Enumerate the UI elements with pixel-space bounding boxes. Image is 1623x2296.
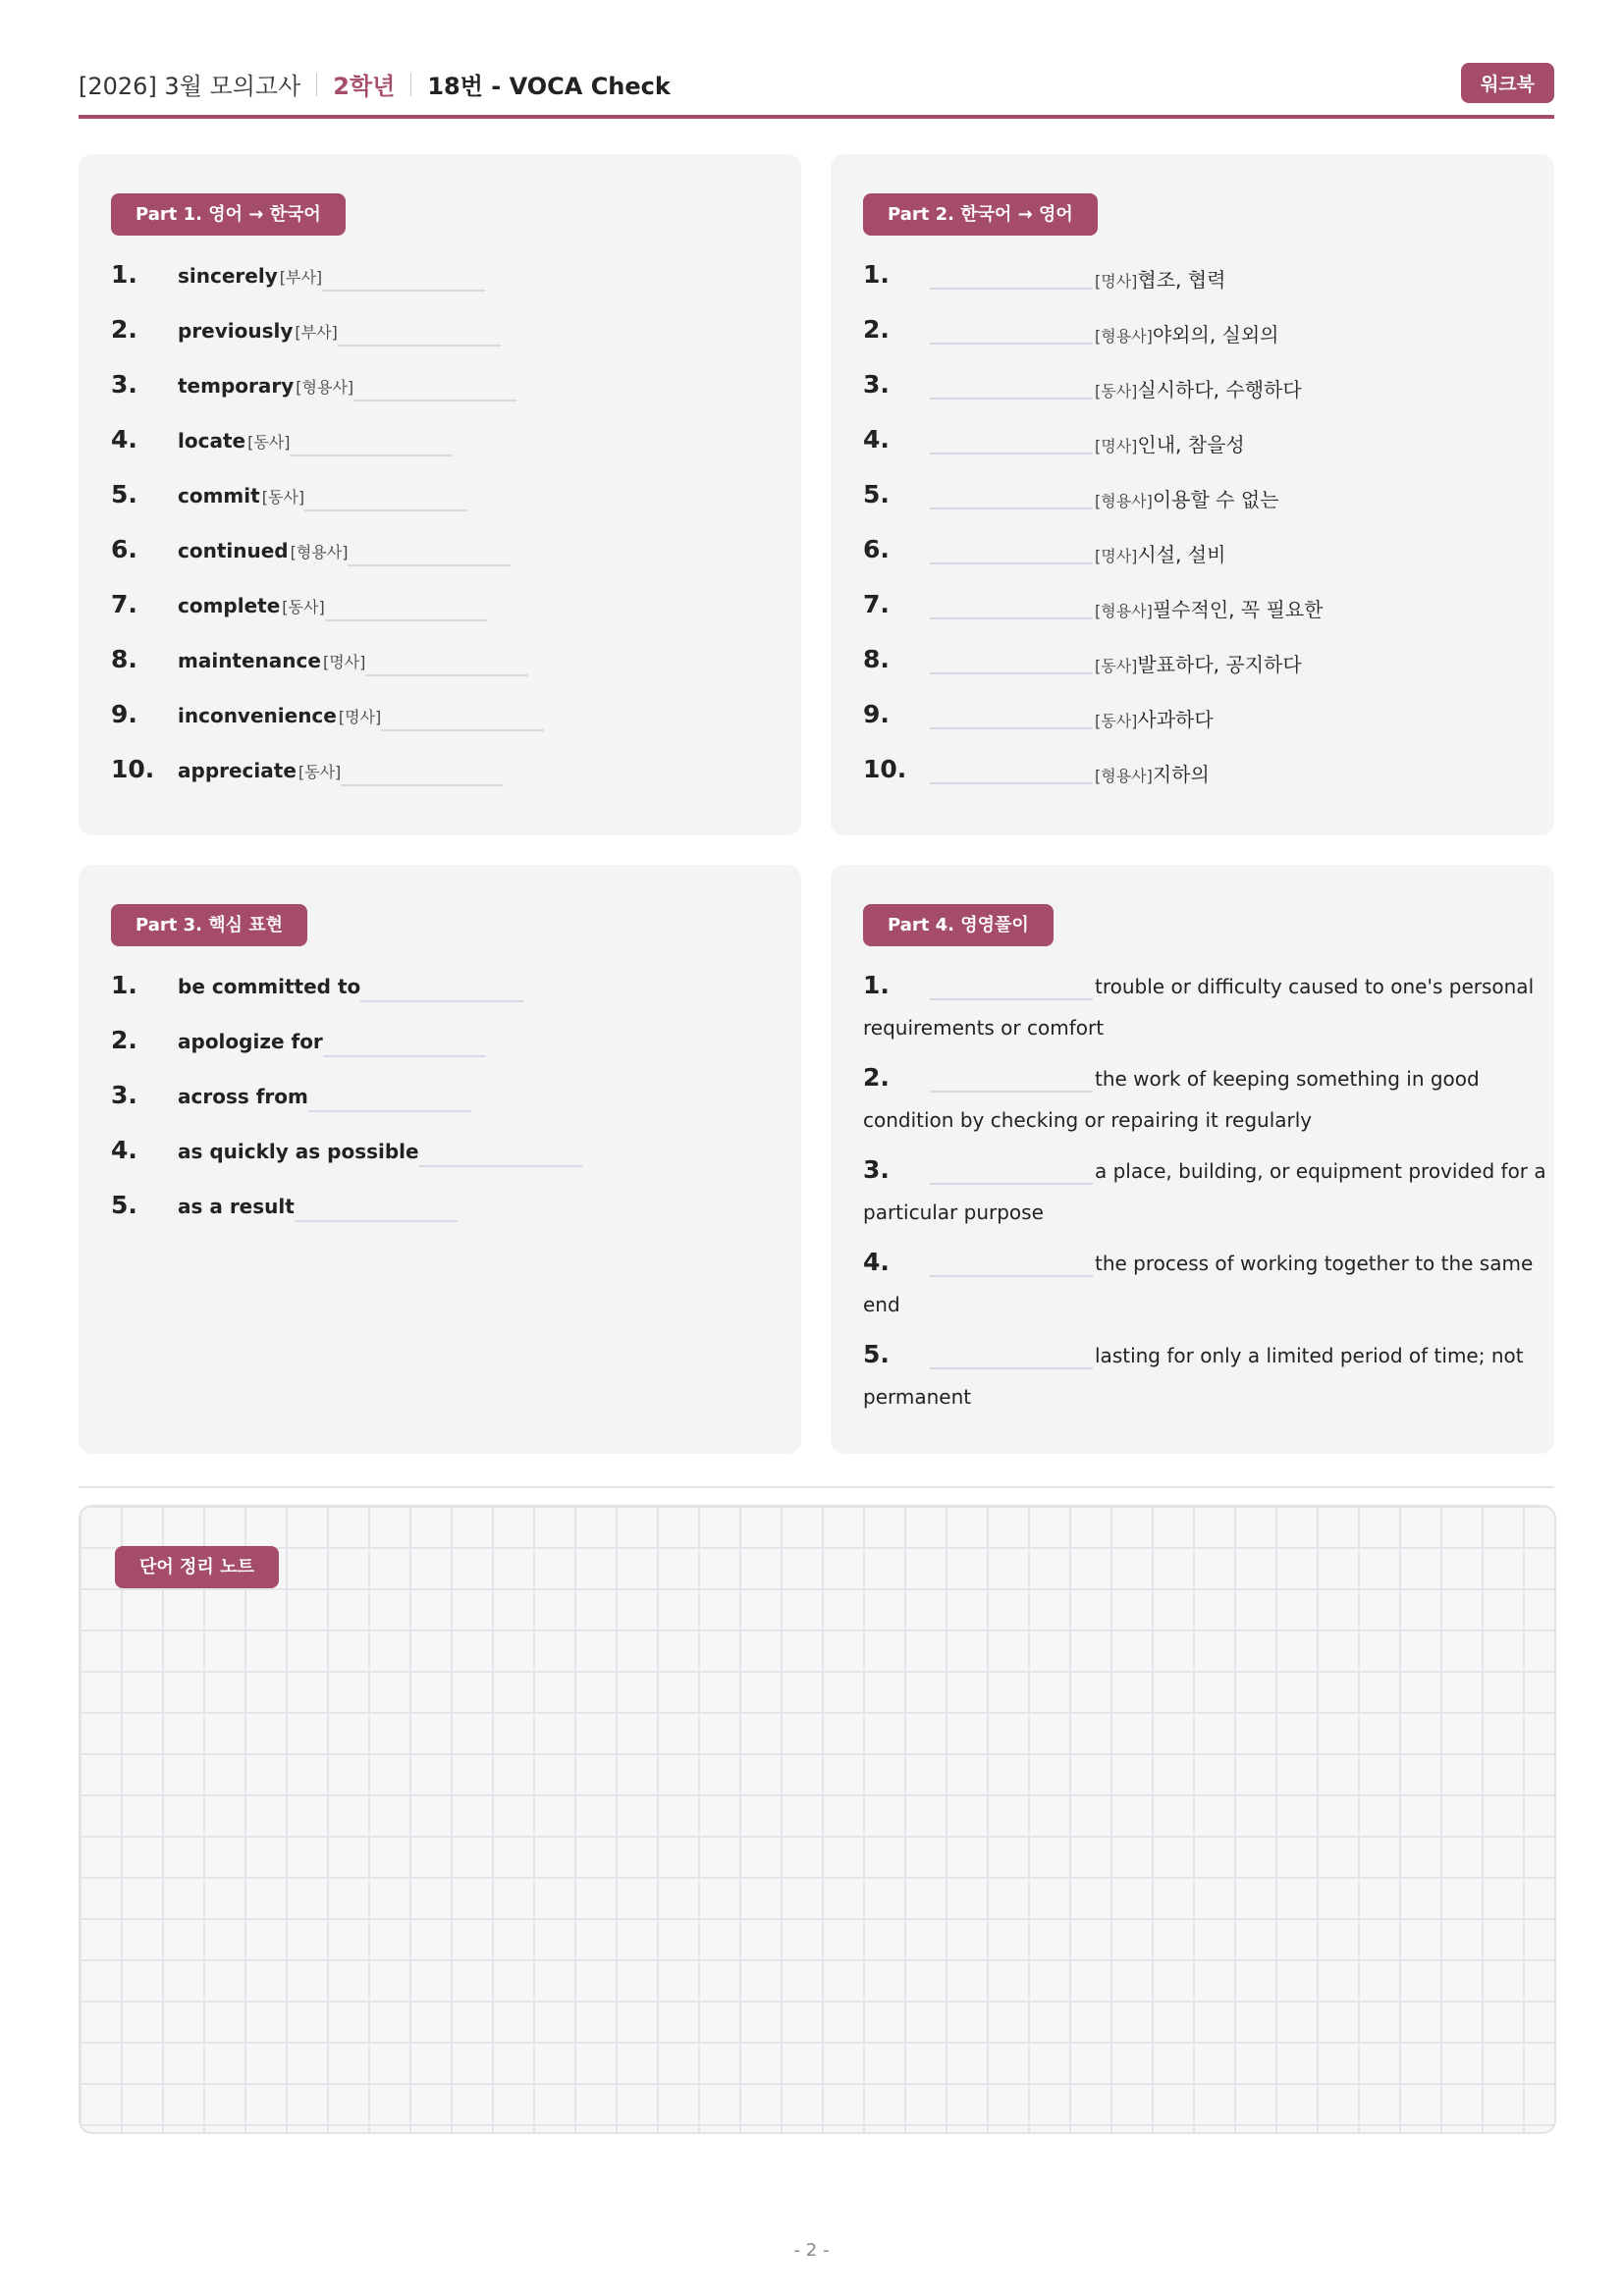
part-of-speech: [동사] xyxy=(247,433,291,452)
expression-entry xyxy=(178,1030,486,1057)
answer-blank[interactable] xyxy=(341,759,504,786)
list-item xyxy=(111,645,779,700)
item-number: 1. xyxy=(111,260,137,289)
list-item xyxy=(111,1081,779,1136)
answer-blank[interactable] xyxy=(304,484,467,511)
vocab-entry xyxy=(178,374,516,401)
list-item xyxy=(863,260,1531,315)
part-of-speech: [명사] xyxy=(322,653,366,671)
part-of-speech: [형용사] xyxy=(290,543,349,561)
korean-definition xyxy=(1095,484,1279,512)
part-of-speech: [형용사] xyxy=(1095,767,1153,785)
korean-definition xyxy=(1095,704,1214,732)
item-number: 8. xyxy=(111,645,137,673)
answer-blank[interactable] xyxy=(360,975,523,1002)
header-separator xyxy=(316,73,317,96)
list-item xyxy=(863,590,1531,645)
part-of-speech: [동사] xyxy=(1095,382,1138,400)
item-number: 4. xyxy=(111,1136,137,1164)
expression-entry xyxy=(178,1085,471,1112)
part4-list xyxy=(863,971,1546,1432)
vocab-entry xyxy=(178,319,501,347)
list-item xyxy=(111,260,779,315)
part3-list xyxy=(111,971,779,1246)
korean-definition xyxy=(1095,374,1302,402)
header-separator xyxy=(410,73,411,96)
item-number: 9. xyxy=(863,700,890,728)
korean-meaning: 협조, 협력 xyxy=(1137,268,1226,292)
definition-line: condition by checking or repairing it regularly xyxy=(863,1108,1313,1132)
answer-blank[interactable] xyxy=(930,757,1093,784)
list-item xyxy=(111,370,779,425)
item-number: 9. xyxy=(111,700,137,728)
part1-panel xyxy=(79,154,801,835)
answer-blank[interactable] xyxy=(930,317,1093,345)
item-number: 5. xyxy=(111,480,137,508)
english-word: locate xyxy=(178,429,246,453)
item-number: 3. xyxy=(863,370,890,399)
list-item xyxy=(111,480,779,535)
vocab-entry xyxy=(178,594,488,621)
list-item xyxy=(111,315,779,370)
item-number: 2. xyxy=(111,1026,137,1054)
answer-blank[interactable] xyxy=(323,1030,486,1057)
expression-entry xyxy=(178,1195,458,1222)
vocab-entry xyxy=(178,429,453,456)
item-number: 10. xyxy=(111,755,155,783)
answer-blank[interactable] xyxy=(348,539,511,566)
english-word: sincerely xyxy=(178,264,278,288)
list-item xyxy=(111,1026,779,1081)
answer-blank[interactable] xyxy=(353,374,516,401)
korean-meaning: 이용할 수 없는 xyxy=(1152,488,1279,511)
answer-blank[interactable] xyxy=(930,427,1093,454)
item-number: 3. xyxy=(111,1081,137,1109)
part3-panel xyxy=(79,865,801,1454)
item-number: 7. xyxy=(863,590,890,618)
definition-line: requirements or comfort xyxy=(863,1016,1105,1040)
korean-meaning: 야외의, 실외의 xyxy=(1152,323,1279,347)
korean-definition xyxy=(1095,649,1302,677)
list-item xyxy=(863,645,1531,700)
korean-definition xyxy=(1095,594,1324,622)
english-word: maintenance xyxy=(178,649,321,672)
answer-blank[interactable] xyxy=(930,1065,1093,1093)
english-word: continued xyxy=(178,539,289,562)
list-item xyxy=(111,1191,779,1246)
header-rule xyxy=(79,115,1554,119)
definition-line: the process of working together to the same xyxy=(1095,1252,1534,1275)
vocab-notes-grid[interactable] xyxy=(79,1505,1556,2134)
part-of-speech: [형용사] xyxy=(296,378,354,397)
answer-blank[interactable] xyxy=(381,704,544,731)
answer-blank[interactable] xyxy=(930,262,1093,290)
item-number: 2. xyxy=(863,315,890,344)
key-expression: apologize for xyxy=(178,1030,323,1053)
item-number: 3. xyxy=(863,1155,890,1184)
part-of-speech: [동사] xyxy=(261,488,305,507)
list-item xyxy=(863,1340,1531,1432)
list-item xyxy=(111,1136,779,1191)
answer-blank[interactable] xyxy=(930,702,1093,729)
part1-tag: Part 1. 영어 → 한국어 xyxy=(111,193,346,236)
workbook-badge: 워크북 xyxy=(1461,63,1554,103)
item-number: 2. xyxy=(111,315,137,344)
answer-blank[interactable] xyxy=(930,647,1093,674)
korean-meaning: 발표하다, 공지하다 xyxy=(1137,653,1302,676)
part1-list xyxy=(111,260,779,810)
item-number: 10. xyxy=(863,755,907,783)
list-item xyxy=(863,535,1531,590)
answer-blank[interactable] xyxy=(930,973,1093,1000)
page-number: - 2 - xyxy=(793,2240,830,2261)
part2-list xyxy=(863,260,1531,810)
definition-line: lasting for only a limited period of time; not xyxy=(1095,1344,1524,1367)
part-of-speech: [형용사] xyxy=(1095,327,1153,346)
part-of-speech: [동사] xyxy=(298,763,342,781)
item-number: 5. xyxy=(863,480,890,508)
grade-label: 2학년 xyxy=(333,73,396,100)
item-number: 7. xyxy=(111,590,137,618)
item-number: 1. xyxy=(863,971,890,999)
answer-blank[interactable] xyxy=(419,1140,582,1167)
item-number: 4. xyxy=(863,1248,890,1276)
item-number: 4. xyxy=(111,425,137,454)
korean-meaning: 지하의 xyxy=(1152,763,1210,786)
part-of-speech: [형용사] xyxy=(1095,492,1153,510)
answer-blank[interactable] xyxy=(290,429,453,456)
section-divider xyxy=(79,1486,1554,1488)
english-word: appreciate xyxy=(178,759,297,782)
answer-blank[interactable] xyxy=(338,319,501,347)
item-number: 5. xyxy=(111,1191,137,1219)
korean-definition xyxy=(1095,264,1225,293)
list-item xyxy=(863,480,1531,535)
item-number: 5. xyxy=(863,1340,890,1368)
key-expression: be committed to xyxy=(178,975,361,998)
part-of-speech: [부사] xyxy=(279,268,323,287)
item-number: 8. xyxy=(863,645,890,673)
korean-meaning: 인내, 참을성 xyxy=(1137,433,1245,456)
english-word: previously xyxy=(178,319,294,343)
definition-line: the work of keeping something in good xyxy=(1095,1067,1480,1091)
part-of-speech: [명사] xyxy=(1095,547,1138,565)
korean-definition xyxy=(1095,319,1279,347)
part-of-speech: [동사] xyxy=(1095,657,1138,675)
definition-line: permanent xyxy=(863,1385,972,1409)
definition-line: trouble or difficulty caused to one's personal xyxy=(1095,975,1535,998)
korean-meaning: 사과하다 xyxy=(1137,708,1214,731)
definition-line: end xyxy=(863,1293,900,1316)
list-item xyxy=(863,700,1531,755)
vocab-entry xyxy=(178,264,485,292)
english-word: temporary xyxy=(178,374,295,398)
list-item xyxy=(863,425,1531,480)
vocab-entry xyxy=(178,484,467,511)
korean-meaning: 시설, 설비 xyxy=(1137,543,1226,566)
part4-tag: Part 4. 영영풀이 xyxy=(863,904,1054,946)
part-of-speech: [동사] xyxy=(282,598,325,616)
item-number: 3. xyxy=(111,370,137,399)
korean-definition xyxy=(1095,759,1210,787)
item-number: 6. xyxy=(863,535,890,563)
part2-panel xyxy=(831,154,1554,835)
korean-definition xyxy=(1095,429,1245,457)
answer-blank[interactable] xyxy=(930,372,1093,400)
answer-blank[interactable] xyxy=(930,537,1093,564)
answer-blank[interactable] xyxy=(322,264,485,292)
part-of-speech: [동사] xyxy=(1095,712,1138,730)
vocab-entry xyxy=(178,539,511,566)
item-number: 6. xyxy=(111,535,137,563)
answer-blank[interactable] xyxy=(930,482,1093,509)
list-item xyxy=(863,971,1535,1063)
part2-tag: Part 2. 한국어 → 영어 xyxy=(863,193,1098,236)
list-item xyxy=(863,1155,1546,1248)
key-expression: as quickly as possible xyxy=(178,1140,419,1163)
vocab-entry xyxy=(178,759,504,786)
answer-blank[interactable] xyxy=(930,1342,1093,1369)
part3-tag: Part 3. 핵심 표현 xyxy=(111,904,307,946)
list-item xyxy=(863,315,1531,370)
korean-definition xyxy=(1095,539,1225,567)
answer-blank[interactable] xyxy=(930,592,1093,619)
item-number: 2. xyxy=(863,1063,890,1092)
item-number: 1. xyxy=(111,971,137,999)
part-of-speech: [형용사] xyxy=(1095,602,1153,620)
answer-blank[interactable] xyxy=(325,594,488,621)
definition-line: a place, building, or equipment provided for a xyxy=(1095,1159,1546,1183)
vocab-entry xyxy=(178,704,544,731)
expression-entry xyxy=(178,975,523,1002)
notes-tag: 단어 정리 노트 xyxy=(115,1546,279,1588)
list-item xyxy=(111,425,779,480)
item-number: 4. xyxy=(863,425,890,454)
korean-meaning: 실시하다, 수행하다 xyxy=(1137,378,1302,401)
key-expression: as a result xyxy=(178,1195,295,1218)
answer-blank[interactable] xyxy=(365,649,528,676)
item-number: 1. xyxy=(863,260,890,289)
answer-blank[interactable] xyxy=(308,1085,471,1112)
list-item xyxy=(111,535,779,590)
page-header xyxy=(79,57,1554,118)
answer-blank[interactable] xyxy=(295,1195,458,1222)
header-info xyxy=(79,67,671,101)
part4-panel xyxy=(831,865,1554,1454)
list-item xyxy=(863,755,1531,810)
list-item xyxy=(111,700,779,755)
list-item xyxy=(863,1063,1531,1155)
korean-meaning: 필수적인, 꼭 필요한 xyxy=(1152,598,1324,621)
part-of-speech: [명사] xyxy=(1095,437,1138,455)
part-of-speech: [명사] xyxy=(1095,272,1138,291)
definition-line: particular purpose xyxy=(863,1201,1044,1224)
list-item xyxy=(111,755,779,810)
list-item xyxy=(863,1248,1534,1340)
expression-entry xyxy=(178,1140,582,1167)
vocab-entry xyxy=(178,649,528,676)
list-item xyxy=(863,370,1531,425)
answer-blank[interactable] xyxy=(930,1250,1093,1277)
english-word: commit xyxy=(178,484,260,507)
part-of-speech: [명사] xyxy=(338,708,382,726)
english-word: complete xyxy=(178,594,281,617)
list-item xyxy=(111,590,779,645)
answer-blank[interactable] xyxy=(930,1157,1093,1185)
list-item xyxy=(111,971,779,1026)
key-expression: across from xyxy=(178,1085,308,1108)
exam-name: [2026] 3월 모의고사 xyxy=(79,73,301,100)
part-of-speech: [부사] xyxy=(295,323,338,342)
page-title: 18번 - VOCA Check xyxy=(427,73,671,100)
english-word: inconvenience xyxy=(178,704,337,727)
